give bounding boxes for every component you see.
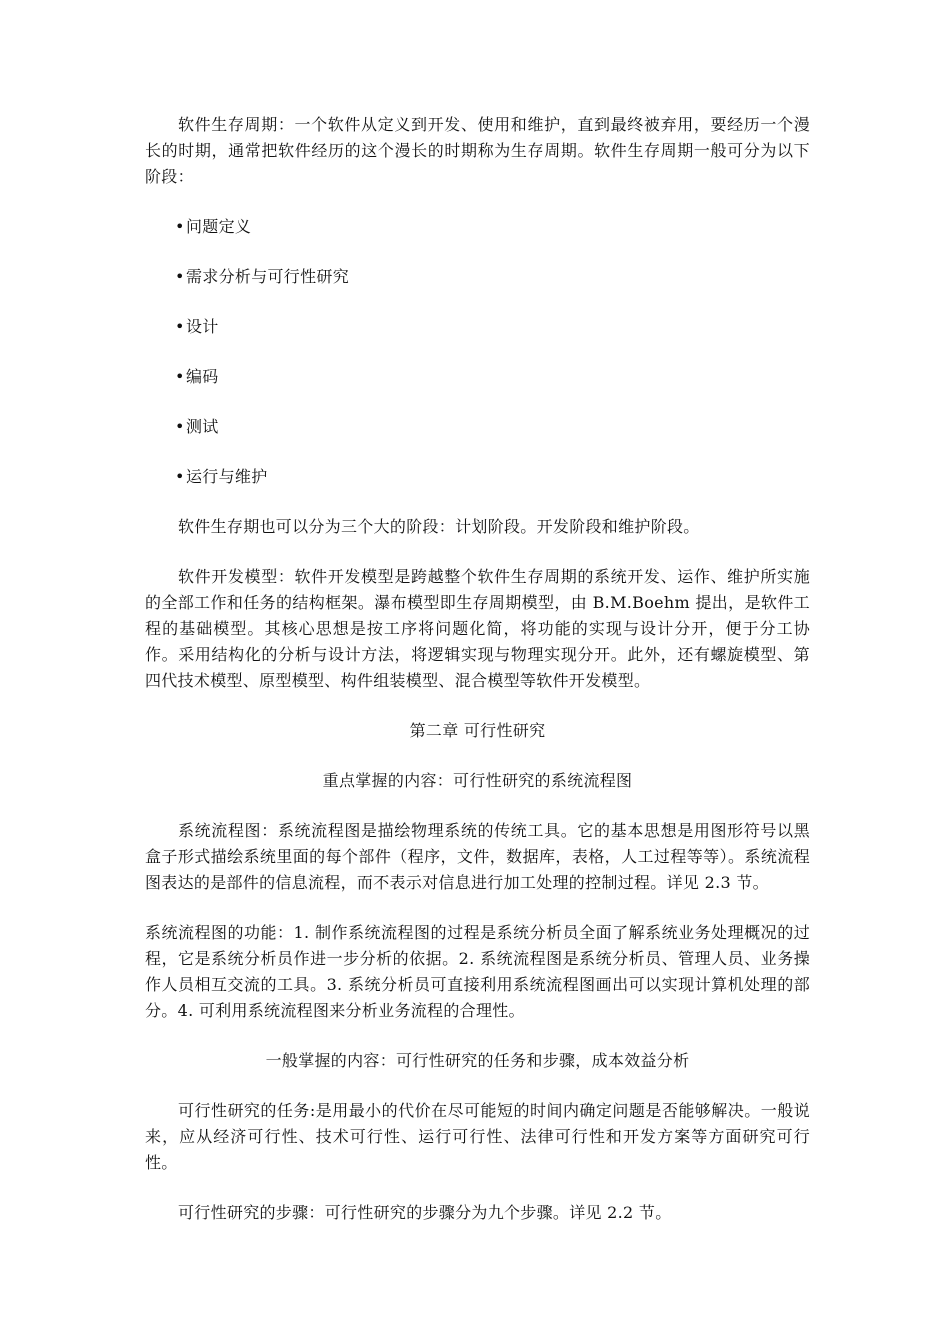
bullet-icon: •: [175, 317, 185, 336]
stage-list: [145, 214, 810, 490]
list-item: [175, 464, 810, 490]
list-item-label: 问题定义: [186, 217, 252, 236]
key-content-heading: 重点掌握的内容：可行性研究的系统流程图: [322, 771, 633, 790]
chapter-title: 第二章 可行性研究: [409, 721, 546, 740]
list-item-label: 需求分析与可行性研究: [186, 267, 350, 286]
feasibility-steps-paragraph: 可行性研究的步骤：可行性研究的步骤分为九个步骤。详见 2.2 节。: [178, 1203, 672, 1222]
bullet-icon: •: [175, 267, 185, 286]
list-item: [175, 214, 810, 240]
general-content-heading: 一般掌握的内容：可行性研究的任务和步骤，成本效益分析: [265, 1051, 690, 1070]
intro-paragraph: 软件生存周期：一个软件从定义到开发、使用和维护，直到最终被弃用，要经历一个漫长的时期，通常把软件经历的这个漫长的时期称为生存周期。软件生存周期一般可分为以下阶段：: [145, 115, 810, 186]
flowchart-definition-paragraph: 系统流程图：系统流程图是描绘物理系统的传统工具。它的基本思想是用图形符号以黑盒子形式描绘系统里面的每个部件（程序，文件，数据库，表格，人工过程等等）。系统流程图表达的是部件的信息流程，而不表示对信息进行加工处理的控制过程。详见 2.3 节。: [145, 821, 810, 892]
list-item-label: 编码: [186, 367, 219, 386]
bullet-icon: •: [175, 367, 185, 386]
list-item-label: 测试: [186, 417, 219, 436]
list-item: [175, 264, 810, 290]
document-page: [145, 112, 810, 1250]
list-item: [175, 314, 810, 340]
bullet-icon: •: [175, 217, 185, 236]
bullet-icon: •: [175, 417, 185, 436]
feasibility-task-paragraph: 可行性研究的任务:是用最小的代价在尽可能短的时间内确定问题是否能够解决。一般说来，应从经济可行性、技术可行性、运行可行性、法律可行性和开发方案等方面研究可行性。: [145, 1101, 810, 1172]
list-item: [175, 414, 810, 440]
flowchart-function-paragraph: 系统流程图的功能：1. 制作系统流程图的过程是系统分析员全面了解系统业务处理概况的过程，它是系统分析员作进一步分析的依据。2. 系统流程图是系统分析员、管理人员、业务操作人员相互交流的工具。3. 系统分析员可直接利用系统流程图画出可以实现计算机处理的部分。4. 可利用系统流程图来分析业务流程的合理性。: [145, 923, 810, 1020]
list-item-label: 运行与维护: [186, 467, 268, 486]
bullet-icon: •: [175, 467, 185, 486]
list-item-label: 设计: [186, 317, 219, 336]
dev-model-paragraph: 软件开发模型：软件开发模型是跨越整个软件生存周期的系统开发、运作、维护所实施的全部工作和任务的结构框架。瀑布模型即生存周期模型，由 B.M.Boehm 提出，是软件工程的基础模型。其核心思想是按工序将问题化简，将功能的实现与设计分开，便于分工协作。采用结构化的分析与设计方法，将逻辑实现与物理实现分开。此外，还有螺旋模型、第四代技术模型、原型模型、构件组装模型、混合模型等软件开发模型。: [145, 567, 810, 690]
list-item: [175, 364, 810, 390]
phases-paragraph: 软件生存期也可以分为三个大的阶段：计划阶段。开发阶段和维护阶段。: [178, 517, 700, 536]
